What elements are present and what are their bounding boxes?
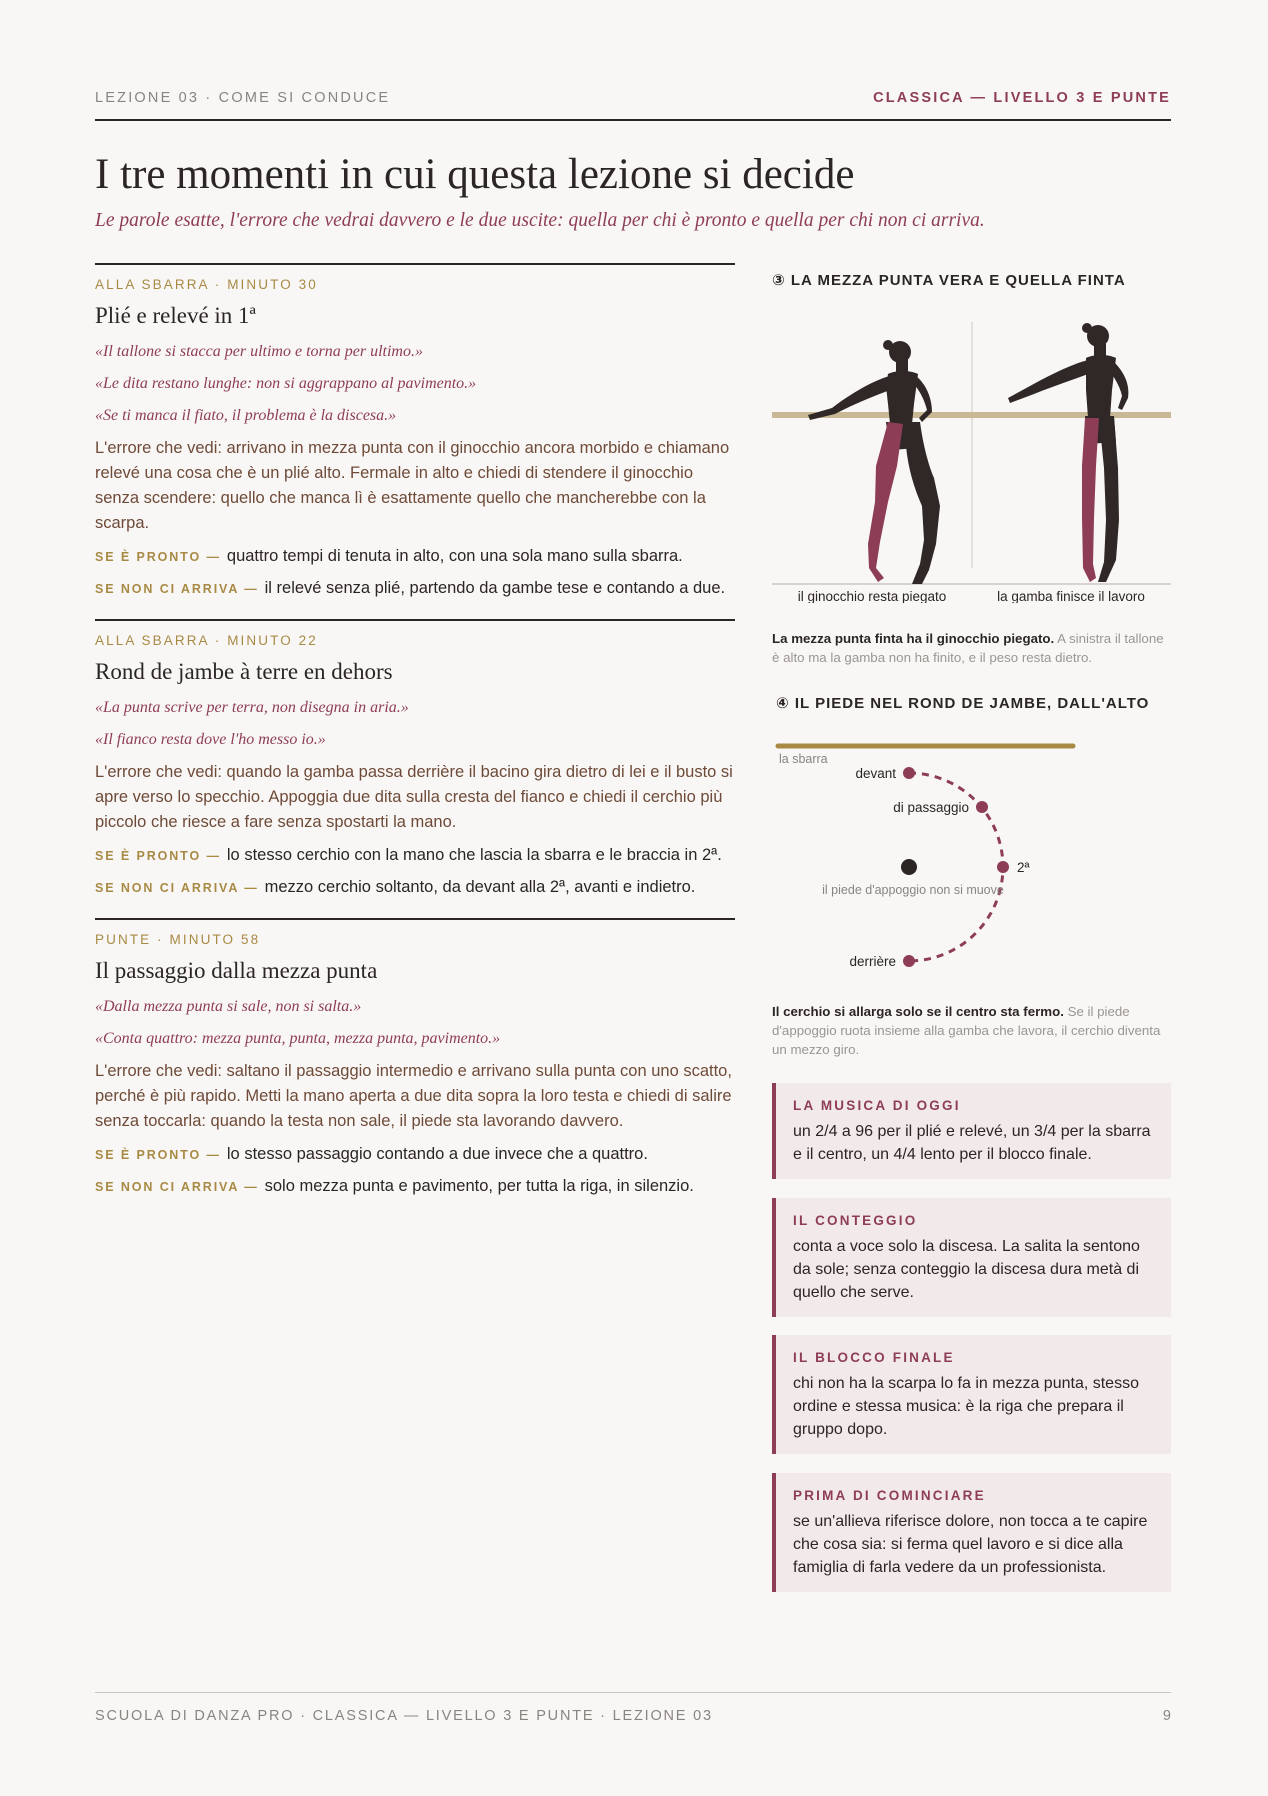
lesson-section [95,619,735,899]
lesson-quote: «Il fianco resta dove l'ho messo io.» [95,731,326,748]
notyet-text: mezzo cerchio soltanto, da devant alla 2ª, avanti e indietro. [264,878,696,896]
ready-outcome [95,1143,735,1166]
note-box-text: se un'allieva riferisce dolore, non tocca a te capire che cosa sia: si ferma quel lavoro e si dice alla famiglia di farla vedere da un professionista. [793,1513,1148,1576]
page [95,0,1171,1796]
notyet-label: SE NON CI ARRIVA — [95,881,259,895]
lesson-meta: ALLA SBARRA · MINUTO 30 [95,277,318,292]
lessons-column [95,263,735,1217]
lesson-meta: ALLA SBARRA · MINUTO 22 [95,633,318,648]
devant-point [903,767,915,779]
lesson-section [95,263,735,600]
notyet-label: SE NON CI ARRIVA — [95,1180,259,1194]
note-box-title: PRIMA DI COMINCIARE [793,1488,986,1503]
note-box-count [772,1198,1171,1317]
support-label: il piede d'appoggio non si muove [822,883,1004,897]
notyet-text: il relevé senza plié, partendo da gambe tese e contando a due. [264,579,726,597]
support-foot [901,859,917,875]
figure4-caption [772,1002,1171,1059]
fig3-left-label: il ginocchio resta piegato [797,589,947,603]
ready-outcome [95,844,735,867]
dancer-straight-leg [1008,323,1128,582]
page-number: 9 [1162,1708,1171,1724]
note-box-music [772,1083,1171,1179]
footer-rule [95,1692,1171,1693]
lesson-quote: «La punta scrive per terra, non disegna in aria.» [95,699,409,716]
lesson-quote: «Le dita restano lunghe: non si aggrappano al pavimento.» [95,375,477,392]
notyet-outcome [95,577,735,600]
passage-point [976,801,988,813]
notyet-text: solo mezza punta e pavimento, per tutta la riga, in silenzio. [264,1177,694,1195]
lesson-section [95,918,735,1198]
note-box-text: un 2/4 a 96 per il plié e relevé, un 3/4 per la sbarra e il centro, un 4/4 lento per il blocco finale. [793,1123,1151,1163]
page-title: I tre momenti in cui questa lezione si decide [95,151,855,198]
figure4-title: ④ IL PIEDE NEL ROND DE JAMBE, DALL'ALTO [776,695,1150,712]
header-lesson-label: LEZIONE 03 · COME SI CONDUCE [95,90,391,106]
dancer-bent-knee [808,340,940,584]
ready-text: quattro tempi di tenuta in alto, con una sola mano sulla sbarra. [226,547,683,565]
lesson-name: Rond de jambe à terre en dehors [95,659,393,684]
ready-text: lo stesso passaggio contando a due invece che a quattro. [226,1145,648,1163]
seconda-label: 2ª [1017,860,1030,875]
lesson-quote: «Se ti manca il fiato, il problema è la discesa.» [95,407,397,424]
notyet-outcome [95,1175,735,1198]
lesson-error-text: L'errore che vedi: quando la gamba passa derrière il bacino gira dietro di lei e il busto si apre verso lo specchio. Appoggia due dita sulla cresta del fianco e chiedi il cerchio più piccolo che riesce a fare senza spostarti la mano. [95,763,733,831]
lesson-quote: «Conta quattro: mezza punta, punta, mezza punta, pavimento.» [95,1030,501,1047]
figure3-caption [772,629,1171,667]
fig4-caption-bold: Il cerchio si allarga solo se il centro sta fermo. [772,1004,1064,1019]
running-header [95,90,1171,108]
lesson-name: Il passaggio dalla mezza punta [95,958,378,983]
figure3-title: ③ LA MEZZA PUNTA VERA E QUELLA FINTA [772,272,1126,289]
note-box-before-start [772,1473,1171,1592]
note-box-title: IL BLOCCO FINALE [793,1350,955,1365]
passage-label: di passaggio [893,800,969,815]
header-rule [95,119,1171,121]
devant-label: devant [855,766,896,781]
working-leg [868,422,903,582]
ready-text: lo stesso cerchio con la mano che lascia la sbarra e le braccia in 2ª. [226,846,722,864]
ready-label: SE È PRONTO — [95,849,221,863]
lesson-quote: «Il tallone si stacca per ultimo e torna per ultimo.» [95,343,423,360]
lesson-name: Plié e relevé in 1ª [95,303,256,328]
seconda-point [997,861,1009,873]
fig3-caption-bold: La mezza punta finta ha il ginocchio piegato. [772,631,1055,646]
note-box-final-block [772,1335,1171,1454]
notyet-label: SE NON CI ARRIVA — [95,582,259,596]
working-leg [1082,418,1099,582]
note-box-title: LA MUSICA DI OGGI [793,1098,961,1113]
barre-label: la sbarra [779,752,828,766]
fig4-caption-rest: Se il piede d'appoggio ruota insieme alla gamba che lavora, il cerchio diventa un mezzo giro. [772,1004,1161,1057]
derriere-point [903,955,915,967]
fig3-right-label: la gamba finisce il lavoro [997,589,1145,603]
lesson-error-text: L'errore che vedi: arrivano in mezza punta con il ginocchio ancora morbido e chiamano relevé una cosa che è un plié alto. Fermale in alto e chiedi di stendere il ginocchio senza scendere: quello che manca lì è esattamente quello che mancherebbe con la scarpa. [95,439,730,532]
note-box-text: chi non ha la scarpa lo fa in mezza punta, stesso ordine e stessa musica: è la riga che prepara il gruppo dopo. [793,1375,1139,1438]
rond-de-jambe-figure [772,732,1171,972]
note-box-title: IL CONTEGGIO [793,1213,918,1228]
ready-label: SE È PRONTO — [95,550,221,564]
page-subtitle: Le parole esatte, l'errore che vedrai davvero e le due uscite: quella per chi è pronto e quella per chi non ci arriva. [95,210,985,231]
derriere-label: derrière [849,954,896,969]
fig3-caption-rest: A sinistra il tallone è alto ma la gamba non ha finito, e il peso resta dietro. [772,631,1164,665]
lesson-error-text: L'errore che vedi: saltano il passaggio intermedio e arrivano sulla punta con uno scatto, perché è più rapido. Metti la mano aperta a due dita sopra la loro testa e chiedi di salire senza toccarla: quando la testa non sale, il piede sta lavorando davvero. [95,1062,732,1130]
lesson-meta: PUNTE · MINUTO 58 [95,932,261,947]
demi-pointe-figure [772,318,1171,603]
header-course-label: CLASSICA — LIVELLO 3 E PUNTE [873,90,1171,106]
notyet-outcome [95,876,735,899]
ready-outcome [95,545,735,568]
footer-label: SCUOLA DI DANZA PRO · CLASSICA — LIVELLO 3 E PUNTE · LEZIONE 03 [95,1708,713,1724]
note-box-text: conta a voce solo la discesa. La salita la sentono da sole; senza conteggio la discesa dura metà di quello che serve. [793,1238,1140,1301]
ready-label: SE È PRONTO — [95,1148,221,1162]
lesson-quote: «Dalla mezza punta si sale, non si salta.» [95,998,362,1015]
